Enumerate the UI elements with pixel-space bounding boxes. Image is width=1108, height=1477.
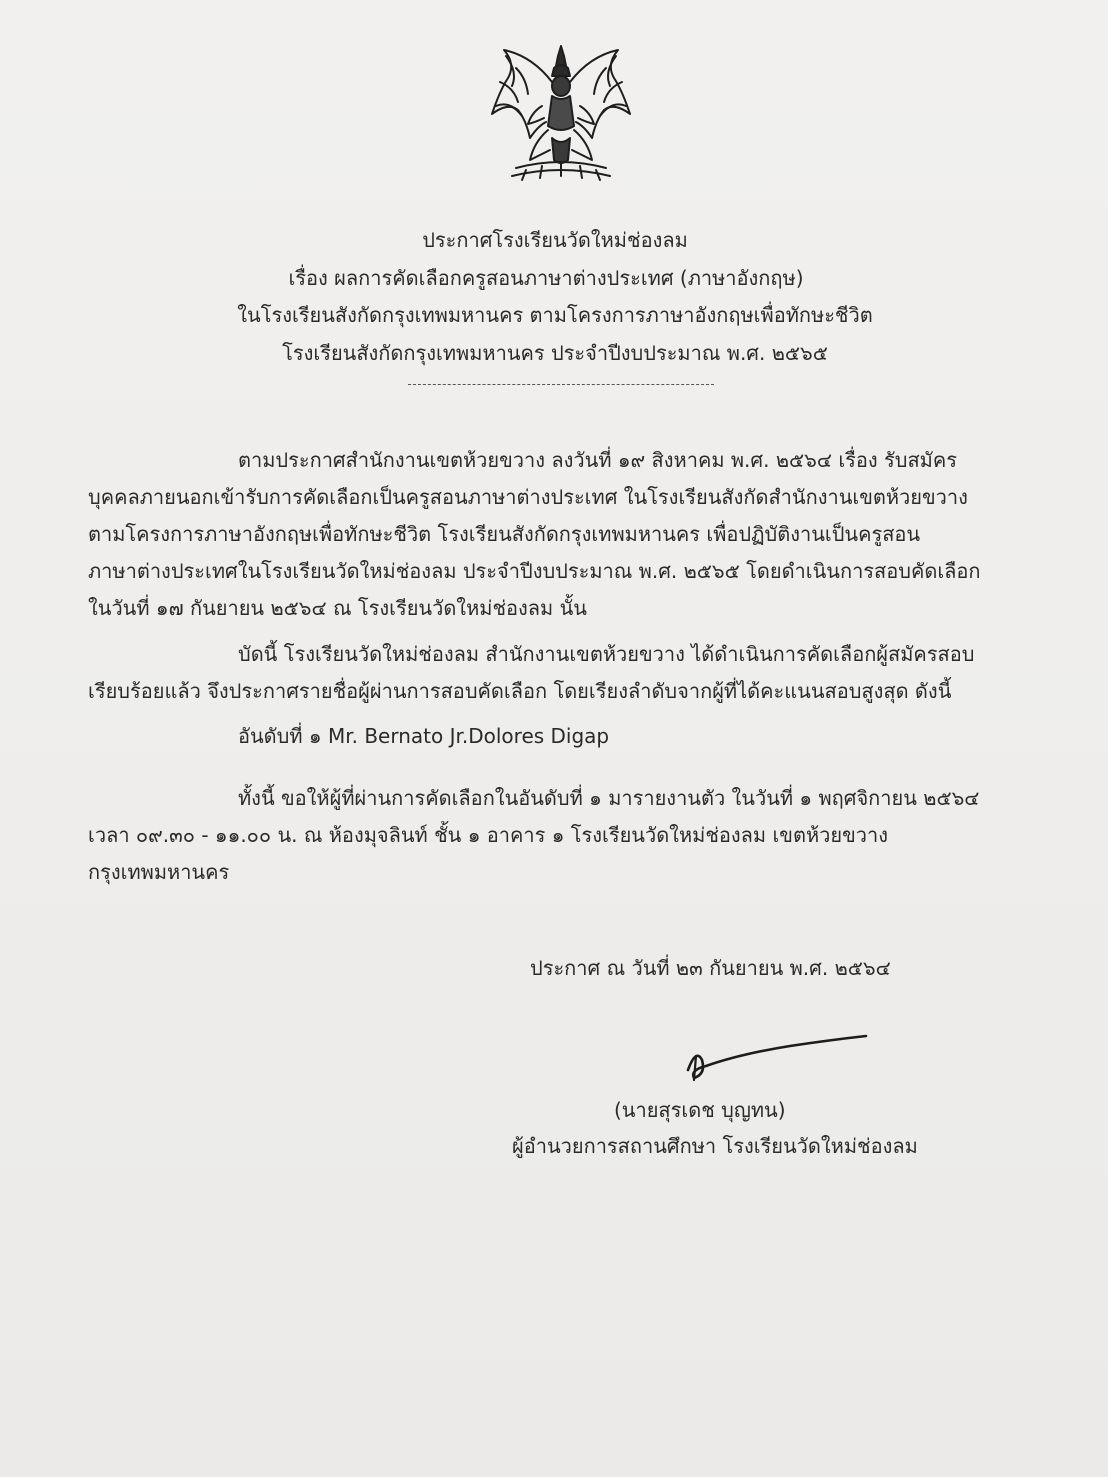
signer-title: ผู้อำนวยการสถานศึกษา โรงเรียนวัดใหม่ช่องลม [512, 1134, 918, 1158]
heading-separator [408, 384, 714, 385]
paragraph-line: เรียบร้อยแล้ว จึงประกาศรายชื่อผู้ผ่านการสอบคัดเลือก โดยเรียงลำดับจากผู้ที่ได้คะแนนสอบสูงสุด ดังนี้ [88, 679, 952, 703]
heading-title: ประกาศโรงเรียนวัดใหม่ช่องลม [422, 228, 688, 252]
garuda-emblem-icon [486, 42, 636, 184]
paragraph-line: ตามโครงการภาษาอังกฤษเพื่อทักษะชีวิต โรงเรียนสังกัดกรุงเทพมหานคร เพื่อปฏิบัติงานเป็นครูสอน [88, 522, 921, 546]
signature-image [680, 1030, 870, 1090]
heading-line-4: โรงเรียนสังกัดกรุงเทพมหานคร ประจำปีงบประมาณ พ.ศ. ๒๕๖๕ [282, 340, 828, 365]
paragraph-line: ภาษาต่างประเทศในโรงเรียนวัดใหม่ช่องลม ประจำปีงบประมาณ พ.ศ. ๒๕๖๕ โดยดำเนินการสอบคัดเลือก [88, 559, 981, 583]
paragraph-intro [88, 442, 1028, 627]
paragraph-line: ในวันที่ ๑๗ กันยายน ๒๕๖๔ ณ โรงเรียนวัดใหม่ช่องลม นั้น [88, 596, 587, 620]
heading-line-3: ในโรงเรียนสังกัดกรุงเทพมหานคร ตามโครงการภาษาอังกฤษเพื่อทักษะชีวิต [237, 303, 873, 327]
paragraph-line: ทั้งนี้ ขอให้ผู้ที่ผ่านการคัดเลือกในอันดับที่ ๑ มารายงานตัว ในวันที่ ๑ พฤศจิกายน ๒๕๖๔ [238, 786, 980, 810]
paragraph-line: บุคคลภายนอกเข้ารับการคัดเลือกเป็นครูสอนภาษาต่างประเทศ ในโรงเรียนสังกัดสำนักงานเขตห้วยขวาง [88, 485, 968, 509]
announcement-heading [160, 222, 950, 372]
paragraph-line: กรุงเทพมหานคร [88, 860, 230, 884]
paragraph-line: บัดนี้ โรงเรียนวัดใหม่ช่องลม สำนักงานเขตห้วยขวาง ได้ดำเนินการคัดเลือกผู้สมัครสอบ [238, 642, 975, 666]
paragraph-line: เวลา ๐๙.๓๐ - ๑๑.๐๐ น. ณ ห้องมุจลินท์ ชั้น ๑ อาคาร ๑ โรงเรียนวัดใหม่ช่องลม เขตห้วยขวาง [88, 823, 888, 847]
ranking-list [88, 718, 1028, 755]
paragraph-report [88, 780, 1028, 891]
signer-name: (นายสุรเดช บุญทน) [614, 1098, 786, 1122]
paragraph-result [88, 636, 1028, 710]
ranking-item: อันดับที่ ๑ Mr. Bernato Jr.Dolores Digap [238, 724, 610, 748]
announcement-date: ประกาศ ณ วันที่ ๒๓ กันยายน พ.ศ. ๒๕๖๔ [530, 956, 891, 980]
paragraph-line: ตามประกาศสำนักงานเขตห้วยขวาง ลงวันที่ ๑๙ สิงหาคม พ.ศ. ๒๕๖๔ เรื่อง รับสมัคร [238, 448, 957, 472]
heading-subject: เรื่อง ผลการคัดเลือกครูสอนภาษาต่างประเทศ (ภาษาอังกฤษ) [288, 265, 804, 290]
